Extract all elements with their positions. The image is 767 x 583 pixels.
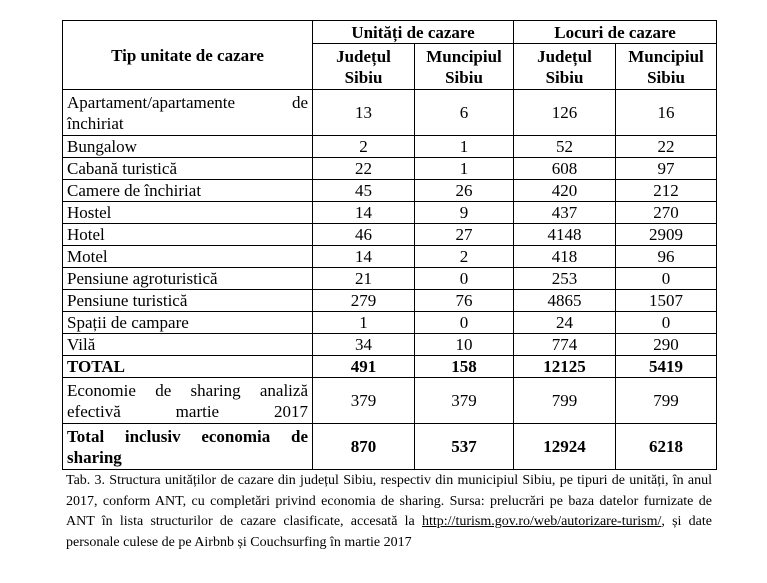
caption-text-end: , și date personale culese de pe Airbnb și Couchsurfing în martie 2017	[66, 514, 713, 550]
cell-value: 799	[616, 378, 717, 424]
row-label: Apartament/apartamente de închiriat	[63, 90, 313, 136]
header-group-units: Unități de cazare	[313, 21, 514, 44]
table-row	[63, 268, 717, 290]
cell-value: 5419	[616, 356, 717, 378]
cell-value: 2909	[616, 224, 717, 246]
row-label: Spații de campare	[63, 312, 313, 334]
cell-value: 126	[514, 90, 616, 136]
table-caption	[66, 471, 712, 553]
cell-value: 27	[415, 224, 514, 246]
row-label: Vilă	[63, 334, 313, 356]
cell-value: 212	[616, 180, 717, 202]
cell-value: 608	[514, 158, 616, 180]
row-label: Hostel	[63, 202, 313, 224]
cell-value: 799	[514, 378, 616, 424]
cell-value: 279	[313, 290, 415, 312]
table-row	[63, 158, 717, 180]
header-muncipiu-units-line2: Sibiu	[445, 67, 483, 87]
table-row	[63, 312, 717, 334]
row-label: TOTAL	[63, 356, 313, 378]
header-muncipiu-places	[616, 44, 717, 90]
source-link[interactable]: http://turism.gov.ro/web/autorizare-turism/	[422, 514, 662, 529]
accommodation-table-container	[62, 20, 716, 470]
sharing-row	[63, 378, 717, 424]
cell-value: 96	[616, 246, 717, 268]
cell-value: 420	[514, 180, 616, 202]
cell-value: 1	[415, 136, 514, 158]
row-label: Economie de sharing analiză efectivă martie 2017	[63, 378, 313, 424]
table-row	[63, 224, 717, 246]
cell-value: 4865	[514, 290, 616, 312]
cell-value: 22	[313, 158, 415, 180]
total-row	[63, 356, 717, 378]
cell-value: 45	[313, 180, 415, 202]
cell-value: 0	[415, 312, 514, 334]
header-muncipiu-places-line2: Sibiu	[647, 67, 685, 87]
header-muncipiu-units	[415, 44, 514, 90]
cell-value: 537	[415, 424, 514, 470]
table-row	[63, 136, 717, 158]
cell-value: 491	[313, 356, 415, 378]
cell-value: 270	[616, 202, 717, 224]
header-muncipiu-places-line1: Muncipiul	[628, 46, 704, 66]
cell-value: 22	[616, 136, 717, 158]
grand-total-row	[63, 424, 717, 470]
table-row	[63, 246, 717, 268]
cell-value: 46	[313, 224, 415, 246]
accommodation-table	[62, 20, 717, 470]
cell-value: 6218	[616, 424, 717, 470]
cell-value: 16	[616, 90, 717, 136]
header-group-places: Locuri de cazare	[514, 21, 717, 44]
cell-value: 12924	[514, 424, 616, 470]
cell-value: 0	[415, 268, 514, 290]
cell-value: 9	[415, 202, 514, 224]
table-row	[63, 202, 717, 224]
cell-value: 1	[313, 312, 415, 334]
cell-value: 0	[616, 268, 717, 290]
cell-value: 418	[514, 246, 616, 268]
table-row	[63, 90, 717, 136]
header-judet-units	[313, 44, 415, 90]
cell-value: 24	[514, 312, 616, 334]
cell-value: 1	[415, 158, 514, 180]
row-label: Pensiune turistică	[63, 290, 313, 312]
cell-value: 437	[514, 202, 616, 224]
cell-value: 26	[415, 180, 514, 202]
cell-value: 13	[313, 90, 415, 136]
cell-value: 774	[514, 334, 616, 356]
cell-value: 379	[313, 378, 415, 424]
cell-value: 6	[415, 90, 514, 136]
row-label: Camere de închiriat	[63, 180, 313, 202]
cell-value: 379	[415, 378, 514, 424]
cell-value: 14	[313, 202, 415, 224]
cell-value: 14	[313, 246, 415, 268]
cell-value: 2	[415, 246, 514, 268]
cell-value: 1507	[616, 290, 717, 312]
header-muncipiu-units-line1: Muncipiul	[426, 46, 502, 66]
cell-value: 76	[415, 290, 514, 312]
row-label: Pensiune agroturistică	[63, 268, 313, 290]
cell-value: 97	[616, 158, 717, 180]
caption-text: Tab. 3. Structura unităților de cazare din județul Sibiu, respectiv din municipiul Sibiu, pe tipuri de unități, în anul 2017, conform ANT, cu completări privind economia de sharing. Sursa: prelucrări pe baza datelor furnizate de ANT în lista structurilor de cazare clasificate, accesată la	[66, 473, 712, 529]
cell-value: 4148	[514, 224, 616, 246]
cell-value: 158	[415, 356, 514, 378]
table-row	[63, 180, 717, 202]
header-row-label: Tip unitate de cazare	[63, 21, 313, 90]
row-label: Cabană turistică	[63, 158, 313, 180]
cell-value: 253	[514, 268, 616, 290]
cell-value: 290	[616, 334, 717, 356]
cell-value: 34	[313, 334, 415, 356]
header-judet-units-line2: Sibiu	[344, 67, 383, 87]
header-judet-places-line1: Județul	[537, 46, 592, 66]
cell-value: 21	[313, 268, 415, 290]
header-judet-places	[514, 44, 616, 90]
cell-value: 870	[313, 424, 415, 470]
cell-value: 52	[514, 136, 616, 158]
cell-value: 12125	[514, 356, 616, 378]
header-judet-places-line2: Sibiu	[545, 67, 584, 87]
cell-value: 0	[616, 312, 717, 334]
table-row	[63, 290, 717, 312]
row-label: Bungalow	[63, 136, 313, 158]
row-label: Total inclusiv economia de sharing	[63, 424, 313, 470]
cell-value: 10	[415, 334, 514, 356]
header-judet-units-line1: Județul	[336, 46, 391, 66]
row-label: Hotel	[63, 224, 313, 246]
cell-value: 2	[313, 136, 415, 158]
row-label: Motel	[63, 246, 313, 268]
table-row	[63, 334, 717, 356]
